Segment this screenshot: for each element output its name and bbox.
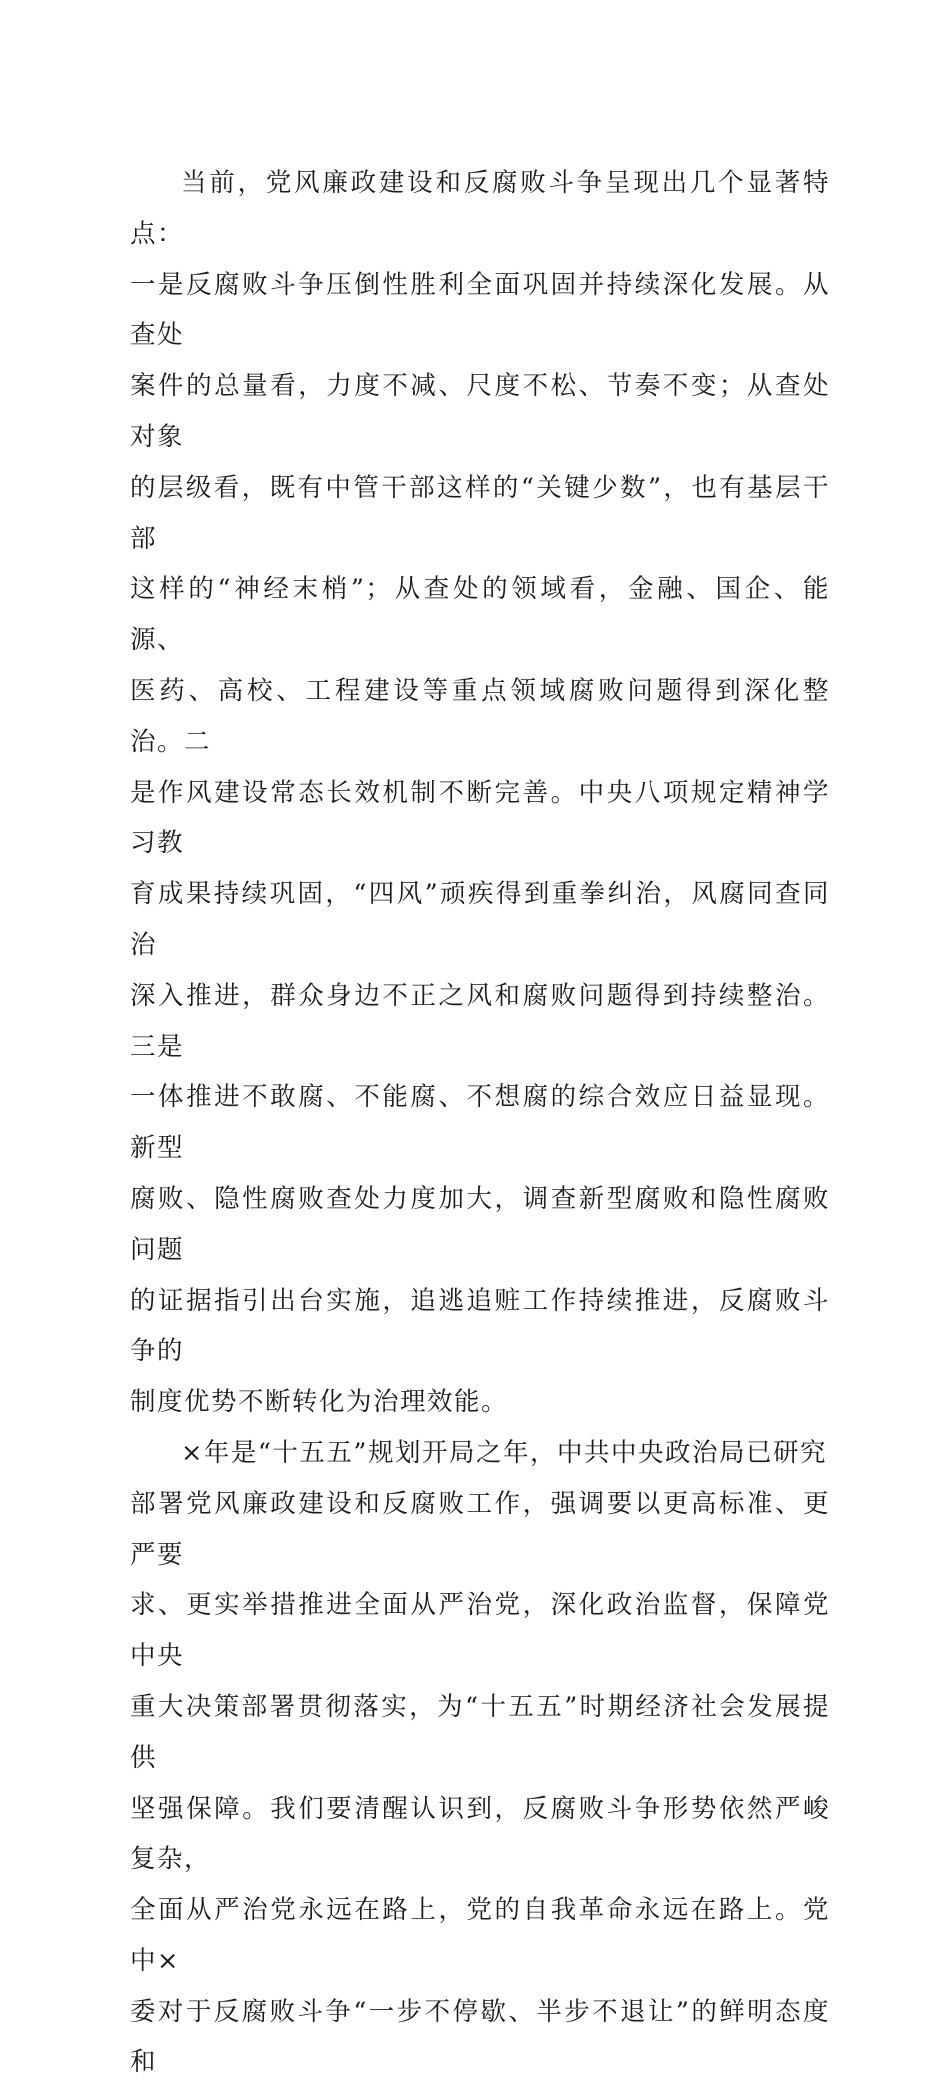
paragraph-2: ×年是“十五五”规划开局之年，中共中央政治局已研究 部署党风廉政建设和反腐败工作，强调要以更高标准、更严要 求、更实举措推进全面从严治党，深化政治监督，保障党中央 重大决策部署贯彻落实，为“十五五”时期经济社会发展提供 坚强保障。我们要清醒认识到，反腐败斗争形势依然严峻复杂， 全面从严治党永远在路上，党的自我革命永远在路上。党中× 委对于反腐败斗争“一步不停歇、半步不退让”的鲜明态度和: [130, 1437, 830, 2078]
document-body: [130, 158, 830, 2088]
paragraph-1: 当前，党风廉政建设和反腐败斗争呈现出几个显著特点： 一是反腐败斗争压倒性胜利全面巩固并持续深化发展。从查处 案件的总量看，力度不减、尺度不松、节奏不变；从查处对象 的层级看，既有中管干部这样的“关键少数”，也有基层干部 这样的“神经末梢”；从查处的领域看，金融、国企、能源、 医药、高校、工程建设等重点领域腐败问题得到深化整治。二 是作风建设常态长效机制不断完善。中央八项规定精神学习教 育成果持续巩固，“四风”顽疾得到重拳纠治，风腐同查同治 深入推进，群众身边不正之风和腐败问题得到持续整治。三是 一体推进不敢腐、不能腐、不想腐的综合效应日益显现。新型 腐败、隐性腐败查处力度加大，调查新型腐败和隐性腐败问题 的证据指引出台实施，追逃追赃工作持续推进，反腐败斗争的 制度优势不断转化为治理效能。: [130, 168, 830, 1418]
